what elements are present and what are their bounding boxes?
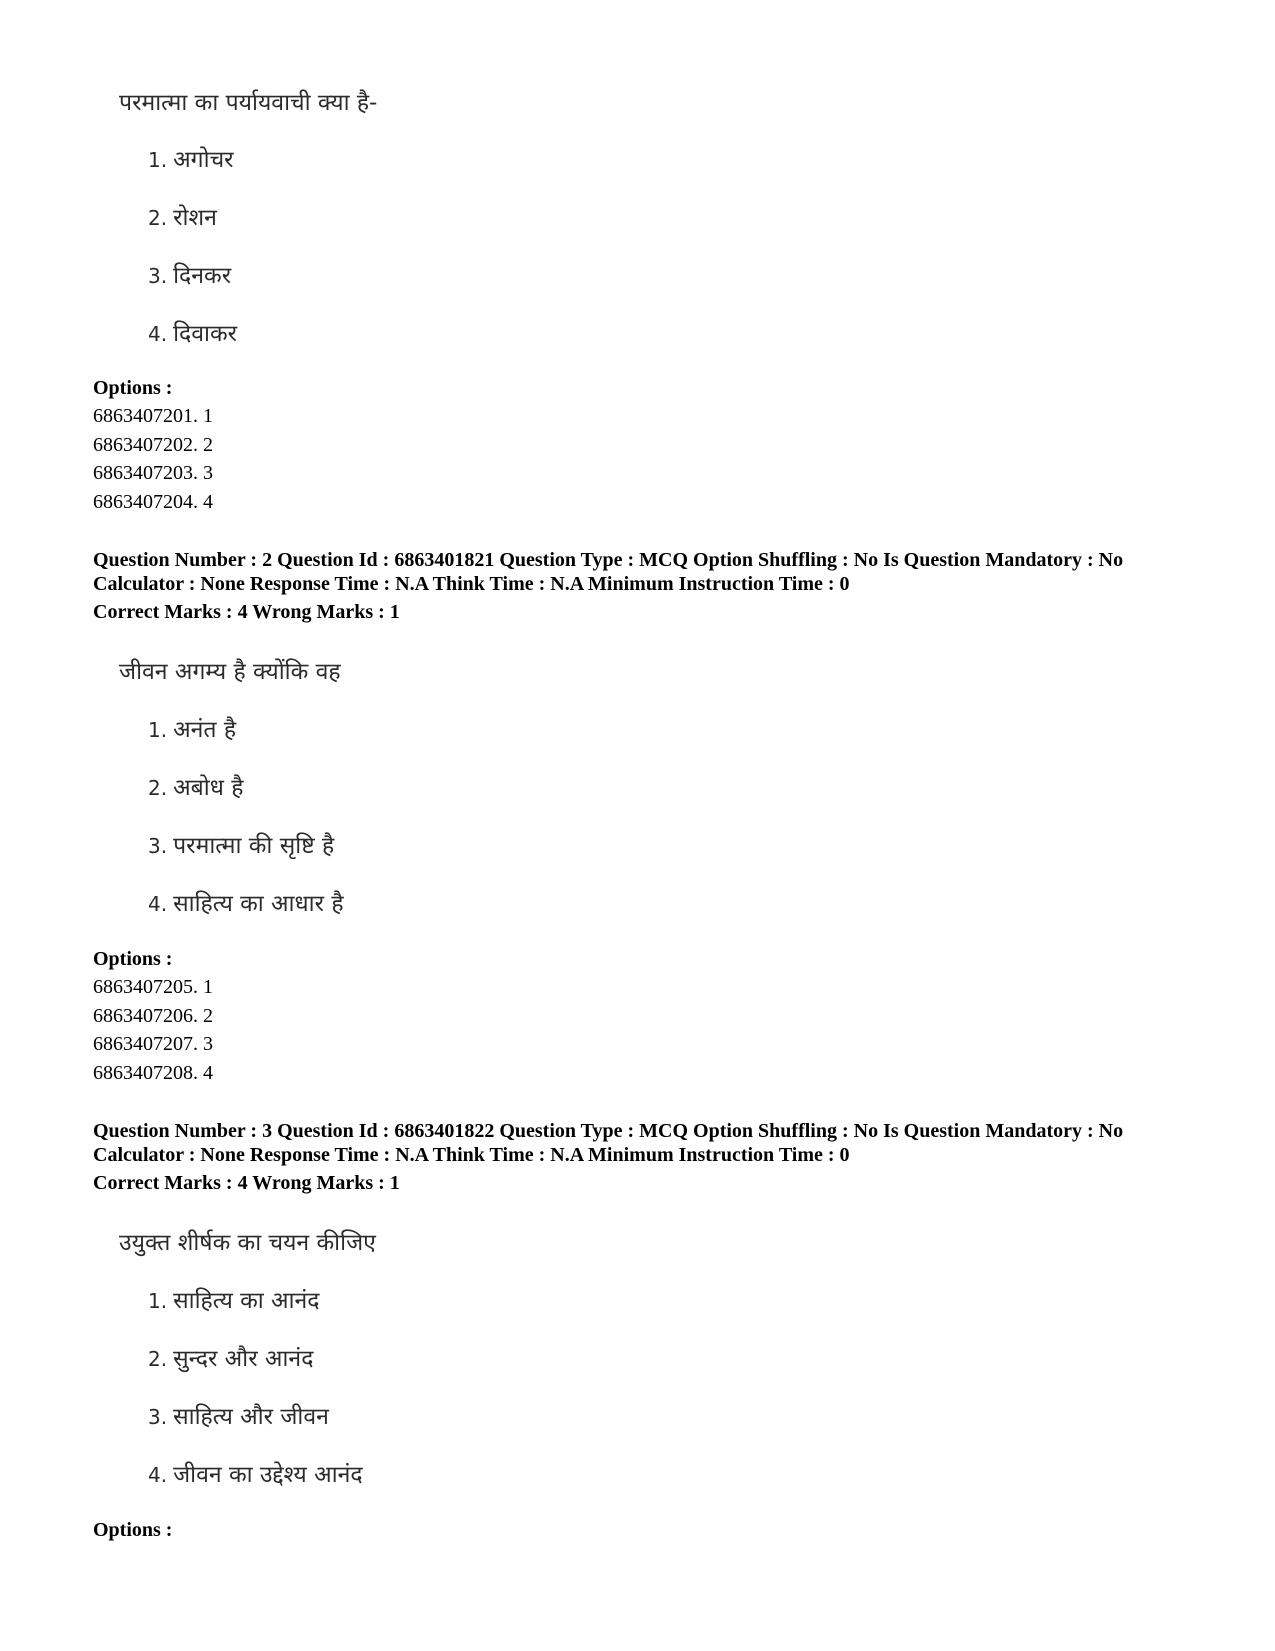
- q3-choice-1-text: साहित्य का आनंद: [173, 1288, 320, 1314]
- q1-choice-4: [148, 319, 237, 349]
- q1-choice-1-number: 1.: [148, 148, 168, 172]
- q3-stem: उयुक्त शीर्षक का चयन कीजिए: [119, 1230, 376, 1256]
- q1-choice-2-text: रोशन: [173, 205, 217, 231]
- q2-option-id-2: 6863407206. 2: [93, 1005, 213, 1027]
- q3-choice-3-text: साहित्य और जीवन: [173, 1404, 329, 1430]
- q1-choice-2-number: 2.: [148, 206, 168, 230]
- q2-options-heading: Options :: [93, 948, 173, 970]
- q3-choice-1-number: 1.: [148, 1289, 168, 1313]
- q1-choice-4-number: 4.: [148, 322, 168, 346]
- q2-option-id-4: 6863407208. 4: [93, 1062, 213, 1084]
- q3-choice-3: [148, 1402, 329, 1432]
- q3-choice-2-number: 2.: [148, 1347, 168, 1371]
- q1-choice-3-number: 3.: [148, 264, 168, 288]
- q1-option-id-4: 6863407204. 4: [93, 491, 213, 513]
- q2-choice-3-text: परमात्मा की सृष्टि है: [173, 833, 335, 859]
- q3-choice-2: [148, 1344, 313, 1374]
- q1-choice-1-text: अगोचर: [173, 147, 234, 173]
- q2-choice-1: [148, 715, 236, 745]
- q3-choice-4: [148, 1460, 363, 1490]
- q3-choice-3-number: 3.: [148, 1405, 168, 1429]
- q2-option-id-3: 6863407207. 3: [93, 1033, 213, 1055]
- q2-marks: Correct Marks : 4 Wrong Marks : 1: [93, 601, 400, 623]
- q1-option-id-3: 6863407203. 3: [93, 462, 213, 484]
- q2-choice-3-number: 3.: [148, 834, 168, 858]
- q3-meta-line-1: Question Number : 3 Question Id : 6863401822 Question Type : MCQ Option Shuffling : No Is Question Mandatory : No: [93, 1120, 1124, 1142]
- q1-choice-3: [148, 261, 231, 291]
- q2-choice-4-number: 4.: [148, 892, 168, 916]
- q3-choice-4-text: जीवन का उद्देश्य आनंद: [173, 1462, 363, 1488]
- q2-meta-line-2: Calculator : None Response Time : N.A Think Time : N.A Minimum Instruction Time : 0: [93, 573, 850, 595]
- q1-option-id-1: 6863407201. 1: [93, 405, 213, 427]
- q2-choice-3: [148, 831, 334, 861]
- q3-choice-4-number: 4.: [148, 1463, 168, 1487]
- q1-stem: परमात्मा का पर्यायवाची क्या है-: [119, 90, 378, 116]
- q3-marks: Correct Marks : 4 Wrong Marks : 1: [93, 1172, 400, 1194]
- q2-meta-line-1: Question Number : 2 Question Id : 6863401821 Question Type : MCQ Option Shuffling : No Is Question Mandatory : No: [93, 549, 1124, 571]
- q1-choice-2: [148, 203, 217, 233]
- q1-choice-3-text: दिनकर: [173, 263, 232, 289]
- q2-choice-2-number: 2.: [148, 776, 168, 800]
- q2-stem: जीवन अगम्य है क्योंकि वह: [119, 659, 341, 685]
- q2-option-id-1: 6863407205. 1: [93, 976, 213, 998]
- q2-choice-2: [148, 773, 243, 803]
- q2-choice-4-text: साहित्य का आधार है: [173, 891, 344, 917]
- q1-choice-1: [148, 145, 234, 175]
- q3-choice-1: [148, 1286, 320, 1316]
- q3-meta-line-2: Calculator : None Response Time : N.A Think Time : N.A Minimum Instruction Time : 0: [93, 1144, 850, 1166]
- q3-options-heading: Options :: [93, 1519, 173, 1541]
- q2-choice-1-number: 1.: [148, 718, 168, 742]
- q1-options-heading: Options :: [93, 377, 173, 399]
- q2-choice-1-text: अनंत है: [173, 717, 237, 743]
- q1-option-id-2: 6863407202. 2: [93, 434, 213, 456]
- q1-choice-4-text: दिवाकर: [173, 321, 238, 347]
- q3-choice-2-text: सुन्दर और आनंद: [173, 1346, 314, 1372]
- q2-choice-4: [148, 889, 344, 919]
- q2-choice-2-text: अबोध है: [173, 775, 244, 801]
